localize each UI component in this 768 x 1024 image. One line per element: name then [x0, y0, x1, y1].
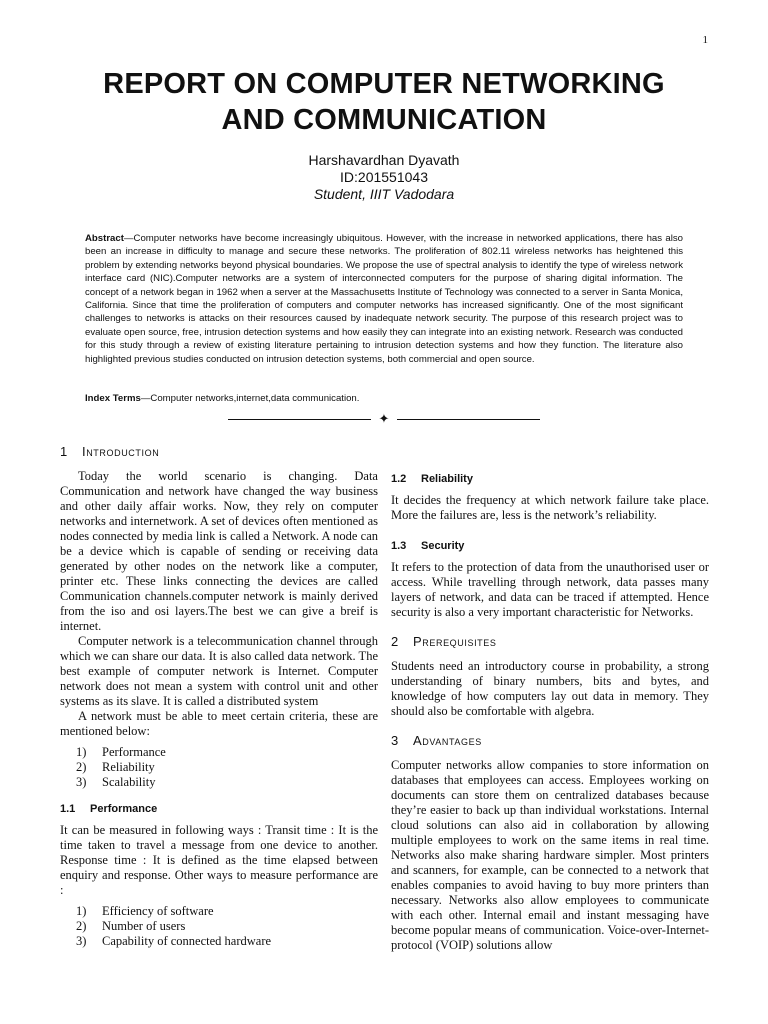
list-item: 2) Number of users — [76, 919, 186, 933]
subsection-title: Reliability — [421, 473, 473, 485]
subsection-title: Performance — [90, 803, 158, 815]
author-name: Harshavardhan Dyavath — [308, 152, 460, 168]
section-heading-advantages — [391, 733, 709, 748]
divider-rule-left — [228, 419, 371, 420]
security-paragraph: It refers to the protection of data from the unauthorised user or access. While travelling through network, data passes many layers of network, and data can be traced if attempted. Hence security is also a very important characteristic for Networks. — [391, 560, 709, 619]
section-divider — [228, 412, 540, 426]
performance-list — [60, 904, 378, 949]
index-terms — [85, 392, 683, 405]
title-line-2: AND COMMUNICATION — [221, 104, 547, 136]
abstract-label: Abstract — [85, 233, 124, 244]
intro-paragraph-3: A network must be able to meet certain criteria, these are mentioned below: — [60, 709, 378, 738]
intro-paragraph-1: Today the world scenario is changing. Data Communication and network have changed the way business and other daily affair works. Now, they rely on computer networks and internetwork. A set of devices often mentioned as nodes connected by media link is called a Network. A node can be a device which is capable of sending or receiving data generated by other nodes on the network like a computer, printer etc. These links connecting the devices are called Communication channels.computer network is mainly derived from the iso and osi layers.The best we can give a breif is internet. — [60, 469, 378, 633]
section-heading-introduction — [60, 444, 378, 459]
author-id: ID:201551043 — [340, 169, 428, 185]
performance-paragraph: It can be measured in following ways : Transit time : It is the time taken to travel a message from one device to another. Response time : It is defined as the time elapsed between enquiry and response. Other ways to measure performance are : — [60, 823, 378, 897]
intro-paragraph-2: Computer network is a telecommunication channel through which we can share our data. It is also called data network. The best example of computer network is Internet. Computer network does not mean a system with control unit and other systems as its slave. It is called a distributed system — [60, 634, 378, 708]
section-title: Advantages — [413, 733, 482, 748]
index-terms-dash: — — [140, 393, 151, 404]
criteria-list — [60, 745, 378, 790]
author-block — [60, 152, 708, 203]
section-title: Introduction — [82, 444, 160, 459]
reliability-paragraph: It decides the frequency at which network failure take place. More the failures are, less is the network’s reliability. — [391, 493, 709, 522]
section-number: 1 — [60, 444, 68, 459]
section-number: 3 — [391, 733, 399, 748]
abstract-dash: — — [123, 233, 134, 244]
subsection-number: 1.3 — [391, 540, 407, 552]
list-item: 1) Performance — [76, 745, 166, 759]
abstract-text: Computer networks have become increasingly ubiquitous. However, with the increase in networked applications, there has also been an increase in difficulty to manage and secure these networks. The proliferation of 802.11 wireless networks has heightened this problem by extending networks beyond physical boundaries. We propose the use of spectral analysis to identify the type of wireless network interface card (NIC).Computer networks are a system of interconnected computers for the purpose of sharing digital information. The concept of a network began in 1962 when a server at the Massachusetts Institute of Technology was connected to a server in Santa Monica, California. Since that time the proliferation of computers and computer networks has increased significantly. One of the most significant challenges to networks is attacks on their resources caused by inadequate network security. The purpose of this research project was to evaluate open source, free, intrusion detection systems and how easily they can integrate into an existing network. Research was conducted for this study through a review of existing literature pertaining to intrusion detection systems and how they function. The literature also highlighted previous studies conducted on intrusion detection systems, both commercial and open source. — [85, 233, 683, 365]
list-item: 3) Scalability — [76, 775, 156, 789]
author-affiliation: Student, IIIT Vadodara — [313, 186, 455, 202]
section-heading-prerequisites — [391, 634, 709, 649]
list-item: 1) Efficiency of software — [76, 904, 214, 918]
subsection-number: 1.2 — [391, 473, 407, 485]
section-number: 2 — [391, 634, 399, 649]
title-line-1: REPORT ON COMPUTER NETWORKING — [103, 68, 665, 100]
subsection-heading-security — [391, 539, 709, 554]
prerequisites-paragraph: Students need an introductory course in probability, a strong understanding of binary numbers, bits and bytes, and knowledge of how computers lay out data in memory. They should also be comfortable with algebra. — [391, 659, 709, 718]
subsection-heading-performance — [60, 802, 378, 817]
subsection-title: Security — [421, 540, 465, 552]
divider-rule-right — [397, 419, 540, 420]
list-item: 3) Capability of connected hardware — [76, 934, 272, 948]
divider-star-icon: ✦ — [378, 411, 390, 426]
list-item: 2) Reliability — [76, 760, 155, 774]
advantages-paragraph: Computer networks allow companies to store information on databases that employees can access. Employees working on documents can store them on centralized databases because they’re easier to back up than individual workstations. Internal cloud solutions can also aid in collaboration by allowing multiple employees to work on the same items in real time. Networks also make sharing hardware simpler. Most printers and scanners, for example, can be connected to a network that enables companies to avoid having to buy more printers than necessary. Networks also allow employees to communicate with each other. Internal email and instant messaging have become popular means of communication. Voice-over-Internet-protocol (VOIP) solutions allow — [391, 758, 709, 952]
paper-title — [60, 66, 708, 138]
abstract — [85, 232, 683, 366]
left-column — [60, 444, 378, 953]
index-terms-text: Computer networks,internet,data communication. — [150, 393, 360, 404]
subsection-number: 1.1 — [60, 803, 76, 815]
section-title: Prerequisites — [413, 634, 497, 649]
index-terms-label: Index Terms — [85, 393, 141, 404]
right-column — [391, 472, 709, 953]
page-number: 1 — [702, 34, 708, 46]
subsection-heading-reliability — [391, 472, 709, 487]
